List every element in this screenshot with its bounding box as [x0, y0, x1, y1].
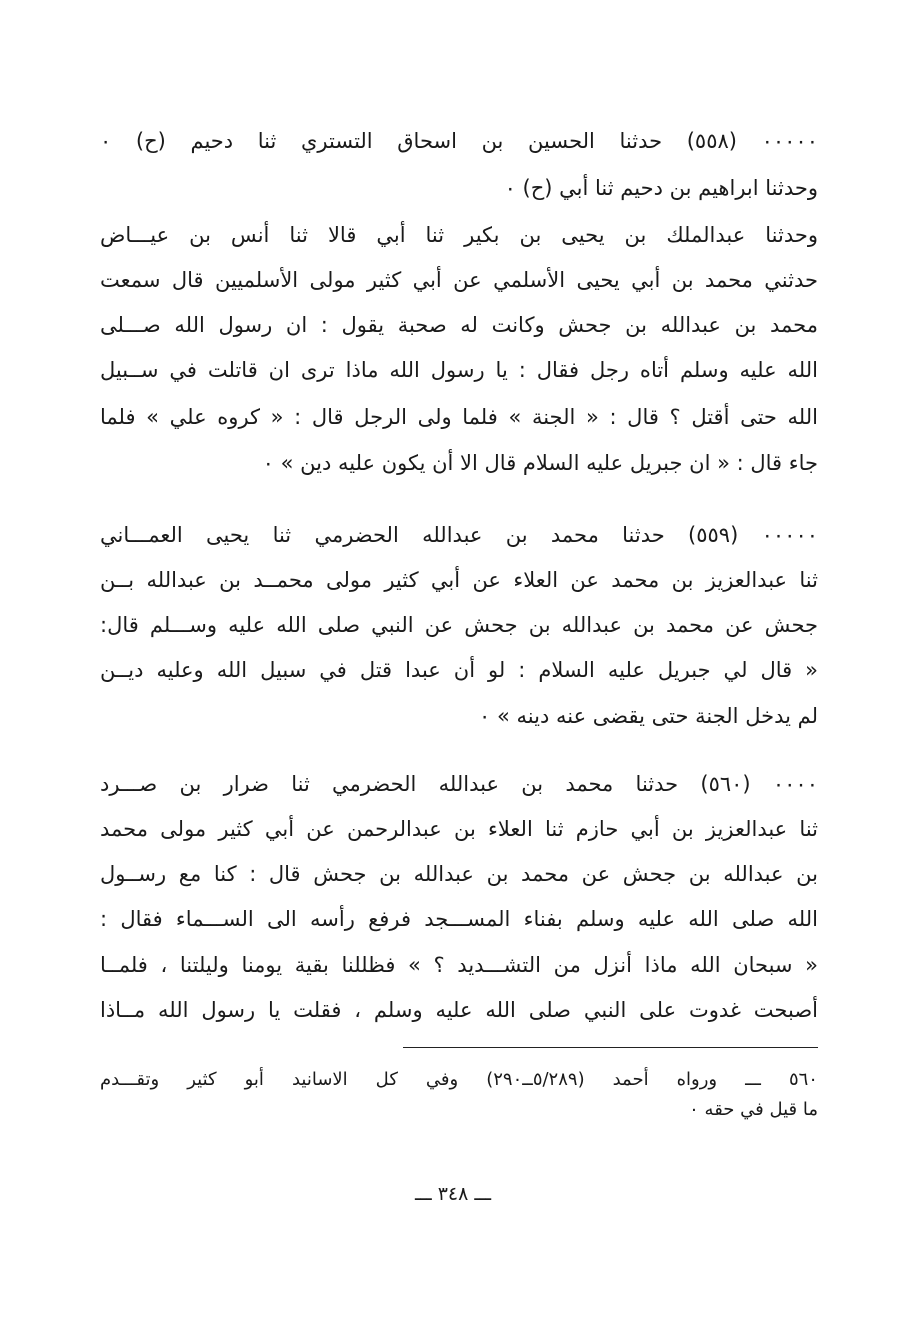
page-number: ـــ ٣٤٨ ـــ — [414, 1183, 492, 1205]
text-line: ثنا عبدالعزيز بن محمد عن العلاء عن أبي كثير مولى محمــد بن عبدالله بــن — [100, 568, 818, 592]
text-line: بن عبدالله بن جحش عن محمد بن عبدالله بن جحش قال : كنا مع رســول — [100, 862, 818, 886]
text-line: ٠٠٠٠٠ (٥٥٩) حدثنا محمد بن عبدالله الحضرمي ثنا يحيى العمـــاني — [100, 523, 819, 547]
text-line: حدثني محمد بن أبي يحيى الأسلمي عن أبي كثير مولى الأسلميين قال سمعت — [100, 268, 818, 292]
text-line: أصبحت غدوت على النبي صلى الله عليه وسلم ، فقلت يا رسول الله مــاذا — [100, 998, 818, 1022]
footnote-line: ما قيل في حقه ٠ — [689, 1099, 818, 1120]
text-line: الله حتى أقتل ؟ قال : « الجنة » فلما ولى الرجل قال : « كروه علي » فلما — [100, 405, 818, 429]
text-line: الله صلى الله عليه وسلم بفناء المســـجد فرفع رأسه الى الســـماء فقال : — [100, 907, 818, 931]
text-line: وحدثنا عبدالملك بن يحيى بن بكير ثنا أبي قالا ثنا أنس بن عيـــاض — [100, 223, 818, 247]
text-line: الله عليه وسلم أتاه رجل فقال : يا رسول الله ماذا ترى ان قاتلت في ســبيل — [100, 358, 818, 382]
text-line: وحدثنا ابراهيم بن دحيم ثنا أبي (ح) ٠ — [504, 176, 818, 200]
text-line: ٠٠٠٠ (٥٦٠) حدثنا محمد بن عبدالله الحضرمي ثنا ضرار بن صـــرد — [100, 772, 818, 796]
footnote-line: ٥٦٠ ـــ ورواه أحمد (٥/٢٨٩ــ٢٩٠) وفي كل الاسانيد أبو كثير وتقـــدم — [100, 1069, 818, 1090]
text-line: « قال لي جبريل عليه السلام : لو أن عبدا قتل في سبيل الله وعليه ديــن — [100, 658, 818, 682]
text-line: ٠٠٠٠٠ (٥٥٨) حدثنا الحسين بن اسحاق التستري ثنا دحيم (ح) ٠ — [100, 129, 818, 153]
text-line: « سبحان الله ماذا أنزل من التشـــديد ؟ » فظللنا بقية يومنا وليلتنا ، فلمــا — [100, 953, 818, 977]
text-line: جاء قال : « ان جبريل عليه السلام قال الا أن يكون عليه دين » ٠ — [262, 451, 818, 475]
text-line: ثنا عبدالعزيز بن أبي حازم ثنا العلاء بن عبدالرحمن عن أبي كثير مولى محمد — [100, 817, 818, 841]
text-line: جحش عن محمد بن عبدالله بن جحش عن النبي صلى الله عليه وســـلم قال: — [100, 613, 818, 637]
text-line: لم يدخل الجنة حتى يقضى عنه دينه » ٠ — [479, 704, 818, 728]
text-line: محمد بن عبدالله بن جحش وكانت له صحبة يقول : ان رسول الله صـــلى — [100, 313, 818, 337]
footnote-divider — [403, 1047, 818, 1048]
